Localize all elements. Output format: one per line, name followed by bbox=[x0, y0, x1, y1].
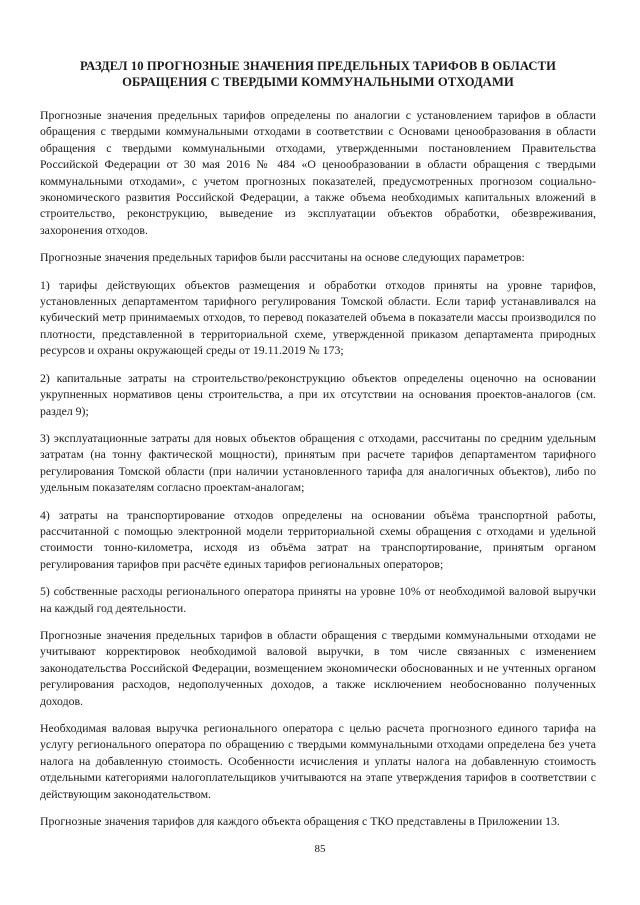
paragraph-item-4: 4) затраты на транспортирование отходов определены на основании объёма транспортной работы, рассчитанной с помощью электронной модели территориальной схемы обращения с отходами и удельной стоимости тонно-километра, исходя из объёма затрат на транспортирование, принятым органом регулирования тарифов при расчёте единых тарифов региональных операторов; bbox=[40, 507, 596, 571]
paragraph-revenue: Необходимая валовая выручка регионального оператора с целью расчета прогнозного единого тарифа на услугу регионального оператора по обращению с твердыми коммунальными отходами определена без учета налога на добавленную стоимость. Особенности исчисления и уплаты налога на добавленную стоимость отдельными категориями налогоплательщиков учитываются на этапе утверждения тарифов в соответствии с действующим законодательством. bbox=[40, 721, 596, 801]
paragraph-item-2: 2) капитальные затраты на строительство/реконструкцию объектов определены оценочно на основании укрупненных нормативов цены строительства, а при их отсутствии на основания проектов-аналогов (см. раздел 9); bbox=[40, 370, 596, 418]
page-number: 85 bbox=[314, 843, 326, 855]
paragraph-appendix-reference: Прогнозные значения тарифов для каждого объекта обращения с ТКО представлены в Приложении 13. bbox=[40, 814, 560, 829]
paragraph-parameters-lead: Прогнозные значения предельных тарифов были рассчитаны на основе следующих параметров: bbox=[40, 250, 525, 265]
paragraph-item-1: 1) тарифы действующих объектов размещения и обработки отходов приняты на уровне тарифов, установленных департаментом тарифного регулирования Томской области. Если тариф устанавливался на кубический метр принимаемых отходов, то перевод показателей объема в показатели массы производился по плотности, представленной в территориальной схеме, утвержденной приказом департамента природных ресурсов и охраны окружающей среды от 19.11.2019 № 173; bbox=[40, 277, 596, 358]
paragraph-intro: Прогнозные значения предельных тарифов определены по аналогии с установлением тарифов в области обращения с твердыми коммунальными отходами в соответствии с Основами ценообразования в области обращения с твердыми коммунальными отходами, утвержденными постановлением Правительства Российской Федерации от 30 мая 2016 № 484 «О ценообразовании в области обращения с твердыми коммунальными отходами», с учетом прогнозных показателей, предусмотренных прогнозом социально-экономического развития Российской Федерации, а также объема необходимых капитальных вложений в строительство, реконструкцию, выведение из эксплуатации объектов обработки, обезвреживания, захоронения отходов. bbox=[40, 108, 596, 237]
paragraph-corrections: Прогнозные значения предельных тарифов в области обращения с твердыми коммунальными отходами не учитывают корректировок необходимой валовой выручки, в том числе связанных с изменением законодательства Российской Федерации, возмещением экономически обоснованных и не учтенных органом регулирования расходов, недополученных доходов, а также исключением необоснованно полученных доходов. bbox=[40, 627, 596, 708]
section-heading-line-1: РАЗДЕЛ 10 ПРОГНОЗНЫЕ ЗНАЧЕНИЯ ПРЕДЕЛЬНЫХ ТАРИФОВ В ОБЛАСТИ bbox=[79, 59, 557, 73]
section-heading bbox=[40, 58, 596, 90]
paragraph-item-3: 3) эксплуатационные затраты для новых объектов обращения с отходами, рассчитаны по средним удельным затратам (на тонну фактической мощности), принятым при расчете тарифов департаментом тарифного регулирования Томской области (при наличии установленного тарифа для аналогичных объектов), либо по удельным показателям согласно проектам-аналогам; bbox=[40, 430, 596, 495]
paragraph-item-5: 5) собственные расходы регионального оператора приняты на уровне 10% от необходимой валовой выручки на каждый год деятельности. bbox=[40, 584, 596, 615]
section-heading-line-2: ОБРАЩЕНИЯ С ТВЕРДЫМИ КОММУНАЛЬНЫМИ ОТХОДАМИ bbox=[122, 75, 514, 89]
